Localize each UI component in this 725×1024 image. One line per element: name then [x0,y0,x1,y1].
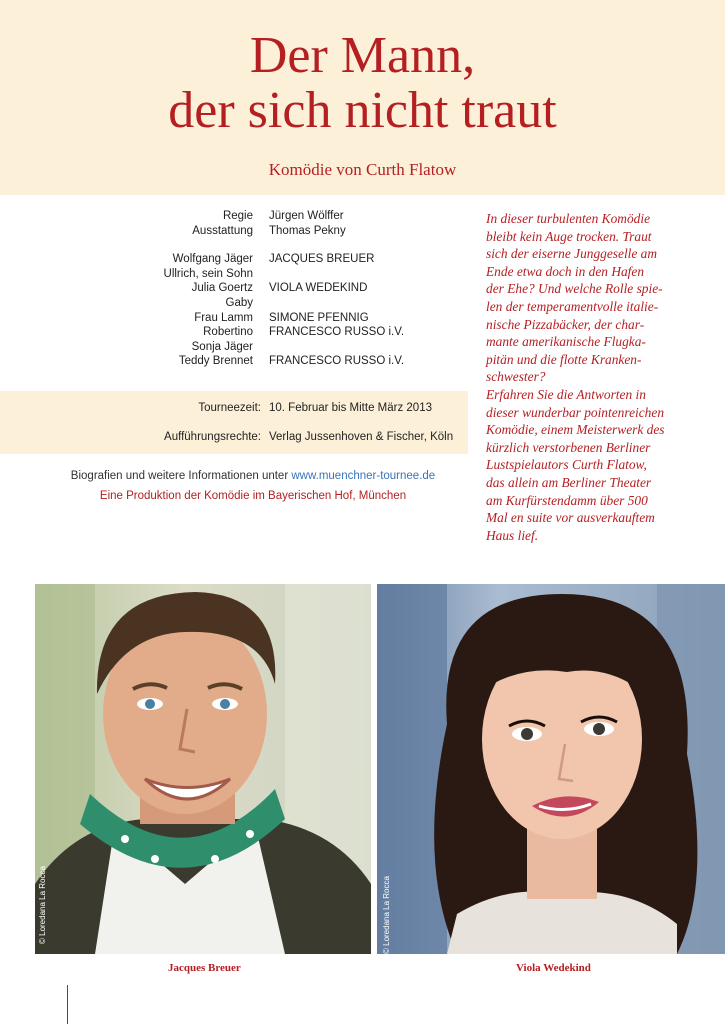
cast-row [0,252,460,267]
cast-role: Teddy Brennet [178,355,253,368]
info-value: 10. Februar bis Mitte März 2013 [269,402,432,414]
description-line: len der temperamentvolle italie- [486,298,659,314]
cast-row [0,281,460,296]
description-line: sich der eiserne Junggeselle am [486,246,658,262]
subtitle: Komödie von Curth Flatow [268,160,457,179]
description-line: bleibt kein Auge trocken. Traut [486,228,652,244]
info-value: Verlag Jussenhoven & Fischer, Köln [269,431,454,443]
cast-actor: VIOLA WEDEKIND [269,282,368,295]
cast-actor: JACQUES BREUER [269,253,375,266]
page-title [0,28,725,138]
description-line: der Ehe? Und welche Rolle spie- [486,281,663,297]
bio-line [0,470,506,482]
cast-role: Gaby [225,296,253,309]
description-line: Komödie, einem Meisterwerk des [486,422,665,438]
cast-actor: FRANCESCO RUSSO i.V. [269,355,405,368]
description-text [486,210,691,544]
cast-role: Frau Lamm [194,311,253,324]
description-line: Mal en suite vor ausverkauftem [486,510,655,526]
cast-role: Julia Goertz [191,282,253,295]
cast-row [0,267,460,282]
credit-name: Thomas Pekny [269,224,346,237]
cast-row [0,296,460,311]
cast-row [0,311,460,326]
credit-name: Jürgen Wölffer [269,210,344,222]
description-line: dieser wunderbar pointenreichen [486,404,665,420]
description-line: kürzlich verstorbenen Berliner [486,439,651,455]
bio-text: Biografien und weitere Informationen unter [70,470,292,482]
credit-row [0,224,460,239]
credit-role: Regie [222,210,253,222]
photo-credit-right: © Loredana La Rocca [382,876,391,954]
cast-row [0,340,460,355]
page-margin-rule [67,985,68,1024]
description-line: pitän und die flotte Kranken- [486,351,642,367]
description-line: Ende etwa doch in den Hafen [486,263,645,279]
production-line: Eine Produktion der Komödie im Bayerischen Hof, München [99,490,407,502]
cast-actor: SIMONE PFENNIG [269,311,369,324]
title-line-2: der sich nicht traut [168,82,557,139]
credit-row [0,209,460,224]
description-line: In dieser turbulenten Komödie [486,211,651,226]
description-line: das allein am Berliner Theater [486,474,652,490]
description-line: schwester? [486,369,546,385]
description-line: Haus lief. [486,527,539,543]
description-line: mante amerikanische Flugka- [486,334,646,350]
photo-credit-left: © Loredana La Rocca [38,866,47,944]
description-line: am Kurfürstendamm über 500 [486,492,648,508]
info-label: Aufführungsrechte: [164,431,261,443]
spacer [0,238,460,252]
cast-role: Wolfgang Jäger [172,253,253,266]
cast-row [0,354,460,369]
portrait-man-illustration [35,584,371,954]
photo-jacques-breuer [35,584,371,954]
cast-actor: FRANCESCO RUSSO i.V. [269,326,405,339]
credits-list [0,209,460,369]
cast-role: Ullrich, sein Sohn [163,267,253,280]
photo-viola-wedekind [377,584,725,954]
cast-row [0,325,460,340]
info-band [0,391,468,454]
cast-role: Robertino [203,326,253,339]
caption-left: Jacques Breuer [168,962,241,974]
title-line-1: Der Mann, [249,27,476,84]
credit-role: Ausstattung [192,224,253,237]
description-line: nische Pizzabäcker, der char- [486,316,645,332]
info-label: Tourneezeit: [198,402,261,414]
website-link[interactable]: www.muenchner-tournee.de [291,470,436,482]
caption-right: Viola Wedekind [516,962,591,974]
cast-role: Sonja Jäger [191,340,253,353]
description-line: Lustspielautors Curth Flatow, [486,457,647,473]
portrait-woman-illustration [377,584,725,954]
description-line: Erfahren Sie die Antworten in [486,386,646,402]
